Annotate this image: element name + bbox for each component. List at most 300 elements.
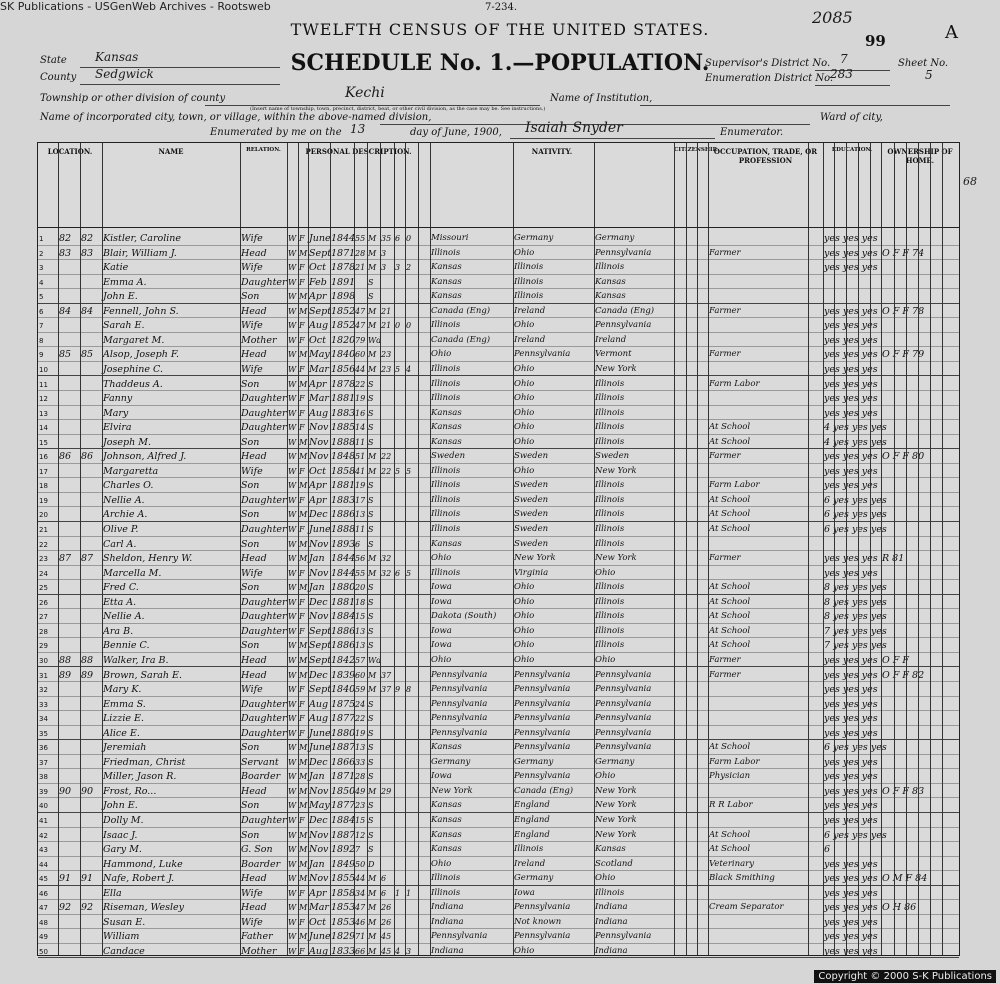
census-row <box>38 740 959 755</box>
cell-ln: 34 <box>39 715 48 724</box>
cell-year: 1839 <box>331 669 356 681</box>
cell-fbp: Ohio <box>514 465 535 476</box>
cell-month: Mar <box>309 393 329 405</box>
institution-line <box>640 93 950 106</box>
cell-name: John E. <box>103 800 138 812</box>
cell-mbp: Pennsylvania <box>595 931 652 942</box>
cell-mar: M <box>368 452 377 462</box>
cell-ln: 7 <box>39 322 44 331</box>
column-divider <box>380 143 381 955</box>
cell-sex: M <box>299 801 308 811</box>
cell-mbp: New York <box>595 829 637 840</box>
cell-occ: Farm Labor <box>709 756 760 767</box>
column-divider <box>287 143 288 955</box>
cell-bp: Pennsylvania <box>431 931 488 942</box>
census-row <box>38 464 959 479</box>
cell-ln: 17 <box>39 467 48 476</box>
census-row <box>38 828 959 843</box>
cell-rel: Wife <box>241 233 263 244</box>
cell-year: 1891 <box>331 276 356 288</box>
cell-age: 49 <box>355 786 366 796</box>
cell-fbp: Ohio <box>514 436 535 447</box>
cell-mbp: Illinois <box>595 640 625 651</box>
cell-sex: F <box>299 408 305 418</box>
cell-color: W <box>288 612 297 622</box>
census-row <box>38 871 959 886</box>
cell-edu: yes yes yes <box>824 378 878 390</box>
cell-edu: yes yes yes <box>824 887 878 899</box>
cell-rel: Son <box>241 742 260 754</box>
cell-month: Nov <box>309 873 329 885</box>
cell-name: Dolly M. <box>103 815 144 826</box>
cell-name: Sarah E. <box>103 320 145 332</box>
cell-rel: Wife <box>241 465 263 477</box>
cell-rel: Head <box>241 669 267 681</box>
cell-own: O F F 80 <box>882 451 925 463</box>
cell-mar: S <box>368 510 374 520</box>
state-value: Kansas <box>95 50 139 64</box>
cell-color: W <box>288 350 297 360</box>
cell-name: Margaretta <box>103 465 159 477</box>
census-row <box>38 507 959 522</box>
cell-bp: Illinois <box>431 887 461 898</box>
cell-age: 41 <box>355 466 366 476</box>
cell-ch: 6 <box>395 234 401 243</box>
cell-yrs: 45 <box>381 932 392 942</box>
cell-edu: yes yes yes <box>824 393 878 405</box>
cell-month: Oct <box>309 334 326 346</box>
cell-mar: S <box>368 801 374 811</box>
cell-rel: Head <box>241 785 267 797</box>
cell-year: 1884 <box>331 611 356 623</box>
cell-fam: 90 <box>81 785 94 797</box>
cell-year: 1893 <box>331 538 356 550</box>
cell-bp: Iowa <box>431 582 452 593</box>
cell-month: Sept <box>309 684 332 696</box>
cell-bp: Germany <box>431 756 471 767</box>
cell-ln: 5 <box>39 293 44 302</box>
cell-ln: 43 <box>39 846 48 855</box>
cell-year: 1871 <box>331 247 356 259</box>
cell-fbp: Ohio <box>514 625 535 636</box>
cell-edu: yes yes yes <box>824 669 878 681</box>
cell-edu: 6 yes yes yes <box>824 509 887 521</box>
cell-mar: M <box>368 685 377 695</box>
cell-dw: 83 <box>59 247 72 259</box>
cell-mar: M <box>368 946 377 956</box>
cell-fbp: Sweden <box>514 538 549 549</box>
cell-mbp: Illinois <box>595 596 625 607</box>
cell-sex: F <box>299 626 305 636</box>
cell-age: 47 <box>355 306 366 316</box>
cell-bp: Illinois <box>431 509 461 520</box>
cell-age: 14 <box>355 423 366 433</box>
cell-ln: 8 <box>39 336 44 345</box>
census-row <box>38 813 959 828</box>
cell-year: 1877 <box>331 800 356 812</box>
cell-fbp: Sweden <box>514 524 549 534</box>
cell-color: W <box>288 394 297 404</box>
census-row <box>38 609 959 624</box>
cell-name: Hammond, Luke <box>103 858 183 870</box>
cell-ln: 26 <box>39 598 48 607</box>
cell-ln: 1 <box>39 235 44 243</box>
cell-fbp: Ohio <box>514 378 535 389</box>
cell-age: 23 <box>355 801 366 811</box>
cell-ln: 49 <box>39 933 48 942</box>
cell-color: W <box>288 452 297 462</box>
cell-ch: 3 <box>395 263 401 273</box>
cell-fbp: Pennsylvania <box>514 727 571 738</box>
cell-month: Nov <box>309 844 329 856</box>
cell-edu: yes yes yes <box>824 902 878 914</box>
cell-bp: Indiana <box>431 916 464 927</box>
cell-occ: At School <box>709 611 751 622</box>
column-divider <box>930 143 931 955</box>
cell-edu: yes yes yes <box>824 320 878 332</box>
column-divider <box>894 143 895 955</box>
cell-yrs: 23 <box>381 364 392 374</box>
cell-dw: 84 <box>59 305 72 317</box>
cell-mbp: Illinois <box>595 524 625 534</box>
cell-ln: 40 <box>39 802 48 811</box>
cell-name: Jeremiah <box>103 742 147 754</box>
cell-mbp: Illinois <box>595 480 625 491</box>
cell-age: 28 <box>355 772 366 782</box>
cell-mar: M <box>368 670 377 680</box>
cell-age: 51 <box>355 452 366 462</box>
cell-color: W <box>288 597 297 607</box>
cell-rel: G. Son <box>241 844 273 856</box>
cell-rel: Boarder <box>241 858 281 870</box>
cell-liv: 8 <box>406 685 412 695</box>
cell-bp: Kansas <box>431 422 462 433</box>
cell-own: O F F <box>882 654 910 666</box>
cell-mar: S <box>368 525 374 534</box>
cell-edu: 6 yes yes yes <box>824 829 887 841</box>
cell-edu: yes yes yes <box>824 684 878 696</box>
cell-rel: Wife <box>241 916 263 928</box>
cell-age: 16 <box>355 408 366 418</box>
cell-yrs: 23 <box>381 350 392 360</box>
page-number: 99 <box>865 32 886 50</box>
cell-ch: 9 <box>395 685 401 695</box>
cell-month: Nov <box>309 611 329 623</box>
census-row <box>38 857 959 872</box>
cell-mbp: Sweden <box>595 451 630 462</box>
cell-year: 1842 <box>331 654 356 666</box>
column-divider <box>354 143 355 955</box>
cell-name: Alsop, Joseph F. <box>103 349 179 361</box>
cell-fbp: Ohio <box>514 640 535 651</box>
column-divider <box>80 143 81 955</box>
cell-month: Aug <box>309 698 329 710</box>
cell-sex: M <box>299 932 308 942</box>
cell-sex: F <box>299 364 305 374</box>
cell-mar: M <box>368 248 377 258</box>
cell-occ: Farmer <box>709 247 741 258</box>
cell-age: 19 <box>355 481 366 491</box>
cell-fbp: Ireland <box>514 305 546 316</box>
census-row <box>38 275 959 290</box>
site-header: SK Publications - USGenWeb Archives - Rootsweb <box>0 0 271 13</box>
cell-mbp: Ohio <box>595 567 616 578</box>
cell-name: Isaac J. <box>103 829 138 841</box>
column-divider <box>367 143 368 955</box>
cell-name: Sheldon, Henry W. <box>103 553 193 565</box>
cell-color: W <box>288 888 297 898</box>
cell-sex: F <box>299 714 305 724</box>
cell-mar: M <box>368 234 377 243</box>
cell-yrs: 22 <box>381 452 392 462</box>
cell-mbp: Pennsylvania <box>595 669 652 680</box>
cell-month: Apr <box>309 494 327 506</box>
cell-mbp: Illinois <box>595 262 625 273</box>
cell-age: 47 <box>355 321 366 331</box>
cell-sex: F <box>299 423 305 433</box>
cell-edu: 4 yes yes yes <box>824 422 887 434</box>
section-header: PERSONAL DESCRIPTION. <box>305 147 412 156</box>
cell-mar: S <box>368 830 374 840</box>
cell-fbp: Pennsylvania <box>514 742 571 753</box>
cell-rel: Wife <box>241 320 263 332</box>
cell-own: O F F 83 <box>882 785 925 797</box>
census-row <box>38 260 959 275</box>
header-divider <box>38 227 959 228</box>
cell-yrs: 6 <box>381 888 387 898</box>
section-header: CITIZENSHIP. <box>674 147 718 153</box>
column-divider <box>906 143 907 955</box>
enumerator-name: Isaiah Snyder <box>525 120 623 136</box>
cell-ln: 2 <box>39 249 44 258</box>
cell-mbp: New York <box>595 815 637 825</box>
cell-rel: Daughter <box>241 494 287 506</box>
cell-edu: yes yes yes <box>824 858 878 870</box>
cell-mar: S <box>368 277 374 287</box>
cell-month: Apr <box>309 291 327 303</box>
cell-dw: 89 <box>59 669 72 681</box>
cell-month: May <box>309 349 330 361</box>
cell-year: 1848 <box>331 451 356 463</box>
column-divider <box>834 143 835 955</box>
cell-rel: Head <box>241 553 267 565</box>
cell-liv: 1 <box>406 888 412 898</box>
cell-color: W <box>288 525 297 534</box>
cell-color: W <box>288 757 297 767</box>
column-divider <box>418 143 419 955</box>
cell-name: William <box>103 931 140 943</box>
cell-year: 1881 <box>331 480 356 492</box>
cell-bp: Illinois <box>431 480 461 491</box>
cell-occ: At School <box>709 640 751 651</box>
cell-month: June <box>309 742 331 754</box>
cell-mar: S <box>368 816 374 825</box>
cell-bp: Illinois <box>431 393 461 404</box>
cell-bp: Ohio <box>431 654 452 665</box>
cell-year: 1853 <box>331 916 356 928</box>
cell-edu: 6 yes yes yes <box>824 742 887 754</box>
institution-label: Name of Institution, <box>550 93 653 104</box>
cell-mbp: Pennsylvania <box>595 247 652 258</box>
cell-mbp: Illinois <box>595 509 625 520</box>
cell-edu: yes yes yes <box>824 305 878 317</box>
cell-occ: R R Labor <box>709 800 753 811</box>
cell-mbp: Kansas <box>595 844 626 855</box>
column-divider <box>858 143 859 955</box>
cell-fam: 86 <box>81 451 94 463</box>
cell-mar: S <box>368 845 374 855</box>
cell-mbp: Indiana <box>595 945 628 956</box>
cell-name: Mary K. <box>103 684 142 696</box>
cell-color: W <box>288 292 297 302</box>
cell-fbp: Ohio <box>514 611 535 622</box>
cell-year: 1840 <box>331 349 356 361</box>
cell-edu: yes yes yes <box>824 916 878 928</box>
cell-bp: Canada (Eng) <box>431 305 491 316</box>
cell-mar: M <box>368 903 377 913</box>
cell-yrs: 3 <box>381 263 387 273</box>
cell-rel: Daughter <box>241 596 287 608</box>
cell-fbp: Pennsylvania <box>514 713 571 724</box>
cell-occ: Farmer <box>709 349 741 360</box>
cell-age: 44 <box>355 874 366 884</box>
section-header: NAME <box>158 147 184 156</box>
cell-occ: Cream Separator <box>709 902 784 913</box>
cell-mbp: Ohio <box>595 873 616 884</box>
cell-mbp: New York <box>595 363 637 374</box>
cell-edu: yes yes yes <box>824 451 878 463</box>
census-row <box>38 697 959 712</box>
supervisor-label: Supervisor's District No. <box>705 58 831 69</box>
cell-year: 1852 <box>331 320 356 332</box>
cell-mar: M <box>368 786 377 796</box>
cell-month: Jan <box>309 771 325 783</box>
cell-occ: At School <box>709 844 751 855</box>
cell-fam: 88 <box>81 654 94 666</box>
cell-sex: M <box>299 437 308 447</box>
cell-age: 13 <box>355 510 366 520</box>
cell-ln: 37 <box>39 758 48 767</box>
cell-sex: F <box>299 321 305 331</box>
cell-rel: Head <box>241 654 267 666</box>
cell-sex: M <box>299 539 308 549</box>
cell-fbp: Ohio <box>514 363 535 374</box>
census-row <box>38 755 959 770</box>
cell-year: 1880 <box>331 582 356 594</box>
cell-year: 1833 <box>331 945 356 957</box>
cell-color: W <box>288 364 297 374</box>
cell-color: W <box>288 670 297 680</box>
cell-bp: Iowa <box>431 640 452 651</box>
cell-ln: 39 <box>39 787 48 796</box>
cell-sex: F <box>299 495 305 505</box>
cell-sex: F <box>299 597 305 607</box>
cell-name: Josephine C. <box>103 363 163 375</box>
cell-bp: Canada (Eng) <box>431 334 491 345</box>
cell-rel: Wife <box>241 887 263 899</box>
cell-fbp: Pennsylvania <box>514 349 571 360</box>
cell-rel: Daughter <box>241 727 287 739</box>
cell-fbp: New York <box>514 553 556 564</box>
cell-occ: Farm Labor <box>709 378 760 389</box>
cell-name: Mary <box>103 407 129 419</box>
cell-sex: F <box>299 728 305 738</box>
cell-edu: yes yes yes <box>824 756 878 768</box>
census-row <box>38 246 959 261</box>
cell-month: June <box>309 524 331 535</box>
cell-fbp: Germany <box>514 873 554 884</box>
cell-fbp: Illinois <box>514 291 544 302</box>
cell-year: 1880 <box>331 727 356 739</box>
cell-mar: S <box>368 394 374 404</box>
cell-name: Fanny <box>103 393 133 405</box>
cell-name: Fred C. <box>103 582 139 594</box>
cell-year: 1892 <box>331 844 356 856</box>
cell-rel: Son <box>241 582 260 594</box>
cell-sex: F <box>299 466 305 476</box>
cell-name: Kistler, Caroline <box>103 233 182 244</box>
township-label: Township or other division of county <box>40 93 226 104</box>
cell-dw: 87 <box>59 553 72 565</box>
census-table <box>37 142 960 956</box>
cell-color: W <box>288 335 297 345</box>
cell-sex: M <box>299 670 308 680</box>
cell-ln: 27 <box>39 613 48 622</box>
cell-ch: 4 <box>395 946 401 956</box>
cell-rel: Mother <box>241 945 277 957</box>
census-row <box>38 900 959 915</box>
cell-dw: 86 <box>59 451 72 463</box>
cell-edu: yes yes yes <box>824 698 878 710</box>
cell-age: 21 <box>355 263 366 273</box>
cell-rel: Daughter <box>241 407 287 419</box>
cell-color: W <box>288 510 297 520</box>
cell-sex: F <box>299 917 305 927</box>
cell-age: 18 <box>355 597 366 607</box>
cell-fbp: Ohio <box>514 422 535 433</box>
enumeration-value: 283 <box>830 67 853 81</box>
cell-year: 1850 <box>331 785 356 797</box>
cell-rel: Wife <box>241 684 263 696</box>
cell-name: Ara B. <box>103 625 134 637</box>
cell-mbp: Illinois <box>595 407 625 418</box>
cell-own: O F F 79 <box>882 349 925 361</box>
cell-age: 15 <box>355 612 366 622</box>
cell-name: Emma S. <box>103 698 146 710</box>
census-row <box>38 711 959 726</box>
column-divider <box>697 143 698 955</box>
cell-age: 12 <box>355 830 366 840</box>
cell-bp: Illinois <box>431 247 461 258</box>
cell-age: 20 <box>355 583 366 593</box>
cell-age: 22 <box>355 379 366 389</box>
cell-fbp: Virginia <box>514 567 549 578</box>
form-id: 7-234. <box>485 2 518 13</box>
cell-rel: Daughter <box>241 611 287 623</box>
cell-own: O H 86 <box>882 902 917 914</box>
cell-yrs: 37 <box>381 670 392 680</box>
cell-ln: 15 <box>39 438 48 447</box>
cell-sex: F <box>299 888 305 898</box>
cell-occ: At School <box>709 494 751 505</box>
cell-mar: M <box>368 364 377 374</box>
county-value: Sedgwick <box>95 67 154 81</box>
cell-mbp: New York <box>595 785 637 796</box>
cell-dw: 85 <box>59 349 72 361</box>
cell-mbp: Pennsylvania <box>595 727 652 738</box>
section-header: NATIVITY. <box>531 147 573 156</box>
cell-mbp: Indiana <box>595 916 628 927</box>
